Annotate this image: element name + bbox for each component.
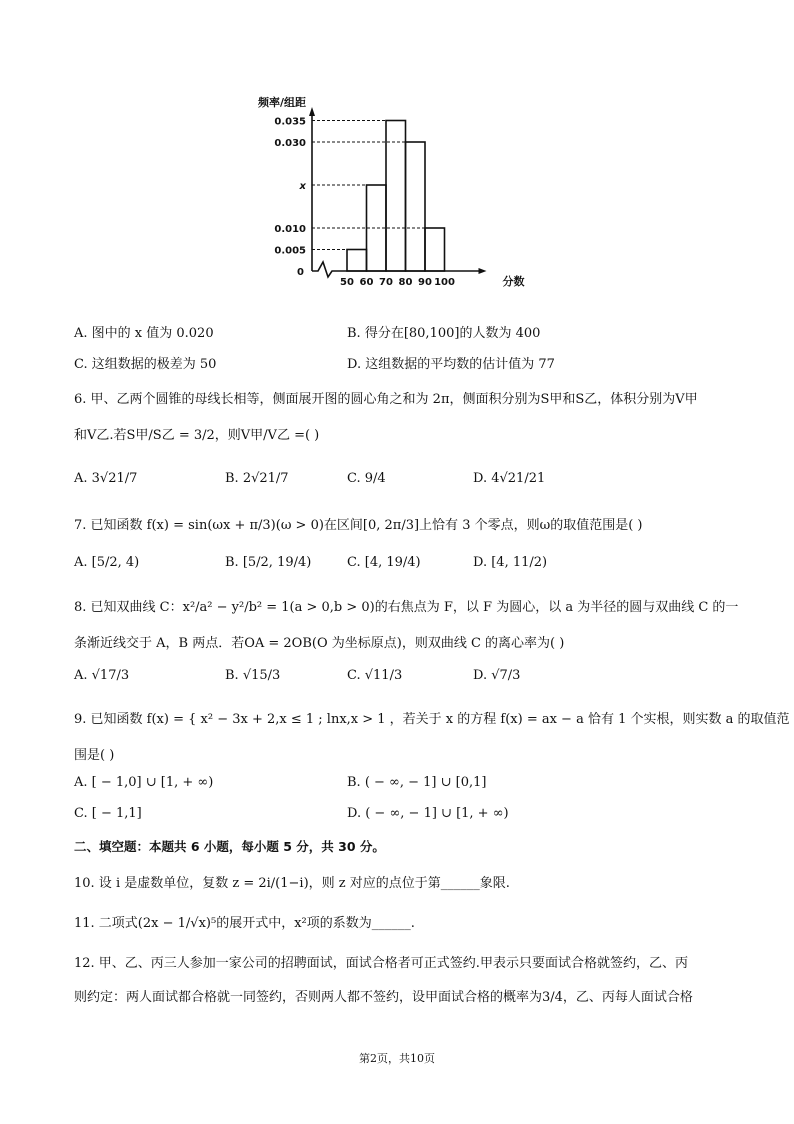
histogram-chart [250, 90, 550, 295]
q5-option-b[interactable] [347, 322, 540, 341]
q8-option-d[interactable]: D. √7/3 [473, 668, 521, 683]
y-tick-label: 0.035 [274, 116, 306, 128]
y-tick-label: x [299, 181, 306, 192]
q5-option-a-text: A. 图中的 x 值为 0.020 [74, 326, 214, 341]
y-axis-label: 频率/组距 [258, 96, 307, 109]
q6-stem-line1: 6. 甲、乙两个圆锥的母线长相等，侧面展开图的圆心角之和为 2π，侧面积分别为S甲和S乙，体积分别为V甲 [74, 392, 698, 407]
q9-option-b[interactable]: B. ( − ∞, − 1] ∪ [0,1] [347, 775, 487, 790]
section-heading: 二、填空题：本题共 6 小题，每小题 5 分，共 30 分。 [74, 839, 385, 854]
q6-option-a[interactable]: A. 3√21/7 [74, 471, 138, 486]
q12-stem-line1: 12. 甲、乙、丙三人参加一家公司的招聘面试，面试合格者可正式签约.甲表示只要面试合格就签约，乙、丙 [74, 956, 688, 971]
q12-stem-line2: 则约定：两人面试都合格就一同签约，否则两人都不签约，设甲面试合格的概率为3/4，乙、丙每人面试合格 [74, 990, 693, 1005]
y-axis-arrow [309, 107, 315, 116]
x-tick-label: 80 [398, 277, 413, 288]
q6-option-d[interactable]: D. 4√21/21 [473, 471, 546, 486]
q5-option-c-text: C. 这组数据的极差为 50 [74, 357, 217, 372]
q7-stem: 7. 已知函数 f(x) = sin(ωx + π/3)(ω > 0)在区间[0, 2π/3]上恰有 3 个零点，则ω的取值范围是( ) [74, 518, 643, 533]
q7-option-b[interactable]: B. [5/2, 19/4) [225, 555, 312, 570]
q9-option-c[interactable]: C. [ − 1,1] [74, 806, 142, 821]
y-tick-label: 0.005 [274, 245, 306, 257]
q5-option-d[interactable] [347, 353, 555, 372]
q9-option-d[interactable]: D. ( − ∞, − 1] ∪ [1, + ∞) [347, 806, 509, 821]
q9-stem-line2: 围是( ) [74, 748, 115, 763]
y-tick-label: 0.030 [274, 138, 306, 149]
q10-stem: 10. 设 i 是虚数单位，复数 z = 2i/(1−i)，则 z 对应的点位于第______象限. [74, 876, 510, 891]
q8-stem-line2: 条渐近线交于 A，B 两点．若OA = 2OB(O 为坐标原点)，则双曲线 C 的离心率为( ) [74, 636, 565, 651]
y-tick-label: 0 [297, 267, 304, 278]
q5-option-d-text: D. 这组数据的平均数的估计值为 77 [347, 357, 555, 372]
x-axis-arrow [479, 268, 487, 274]
histogram-bars [347, 121, 445, 272]
x-tick-label: 70 [379, 277, 393, 288]
histogram-bar [425, 228, 445, 271]
q6-option-c[interactable]: C. 9/4 [347, 471, 386, 486]
q8-option-c[interactable]: C. √11/3 [347, 668, 403, 683]
x-tick-label: 100 [434, 277, 455, 288]
x-axis [312, 262, 480, 277]
x-tick-label: 90 [418, 277, 432, 288]
q7-option-d[interactable]: D. [4, 11/2) [473, 555, 548, 570]
q8-option-a[interactable]: A. √17/3 [74, 668, 130, 683]
x-axis-label: 分数 [502, 275, 525, 288]
q6-option-b[interactable]: B. 2√21/7 [225, 471, 289, 486]
histogram-bar [347, 250, 367, 272]
y-tick-label: 0.010 [274, 224, 306, 235]
x-tick-label: 60 [359, 277, 374, 288]
q9-option-a[interactable]: A. [ − 1,0] ∪ [1, + ∞) [74, 775, 214, 790]
q11-stem: 11. 二项式(2x − 1/√x)⁵的展开式中，x²项的系数为______. [74, 916, 415, 931]
histogram-bar [406, 142, 426, 271]
q7-option-c[interactable]: C. [4, 19/4) [347, 555, 421, 570]
q8-stem-line1: 8. 已知双曲线 C：x²/a² − y²/b² = 1(a > 0,b > 0)的右焦点为 F，以 F 为圆心，以 a 为半径的圆与双曲线 C 的一 [74, 600, 739, 615]
q9-stem-line1: 9. 已知函数 f(x) = { x² − 3x + 2,x ≤ 1 ; lnx,x > 1 ，若关于 x 的方程 f(x) = ax − a 恰有 1 个实根，则实数 a 的取值范 [74, 712, 790, 727]
q7-option-a[interactable]: A. [5/2, 4) [74, 555, 140, 570]
q6-stem-line2: 和V乙.若S甲/S乙 = 3/2，则V甲/V乙 =( ) [74, 428, 320, 443]
page-footer: 第2页，共10页 [359, 1052, 435, 1065]
histogram-ticks [274, 117, 455, 289]
q5-option-c[interactable] [74, 353, 216, 372]
q5-option-a[interactable] [74, 322, 214, 341]
x-tick-label: 50 [340, 277, 354, 288]
q8-option-b[interactable]: B. √15/3 [225, 668, 281, 683]
q5-option-b-text: B. 得分在[80,100]的人数为 400 [347, 326, 541, 341]
histogram-bar [386, 121, 406, 272]
